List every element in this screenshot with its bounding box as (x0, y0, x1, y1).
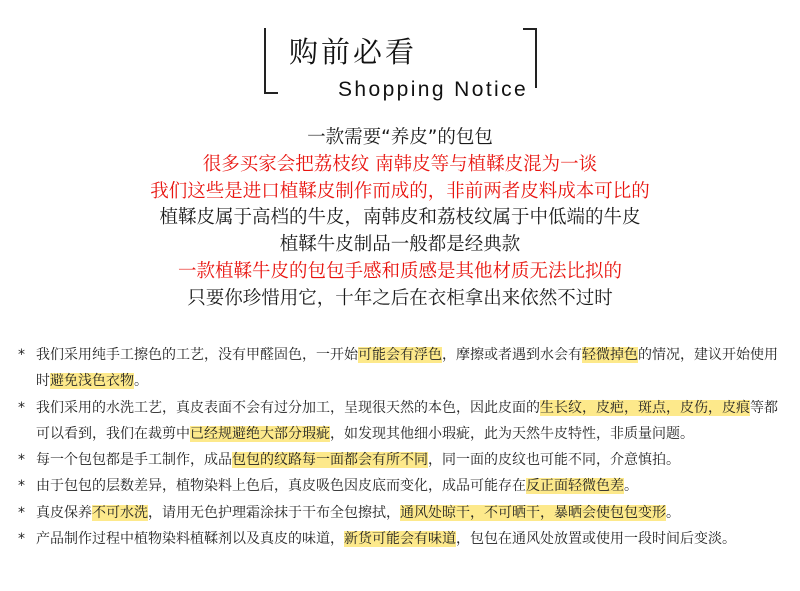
notice-text: 。 (134, 373, 148, 390)
notice-item (18, 500, 788, 526)
notice-text: ，请用无色护理霜涂抹于干布全包擦拭， (148, 504, 400, 521)
notice-text: 。 (666, 504, 680, 521)
page-title: 购前必看 (289, 35, 418, 69)
highlighted-text: 反正面轻微色差 (526, 478, 624, 495)
notice-text: 的情况，建议开始使用时 (36, 347, 778, 390)
bullet-star-icon: * (18, 504, 25, 521)
notice-text: 由于包包的层数差异，植物染料上色后，真皮吸色因皮底而变化，成品可能存在 (36, 478, 526, 495)
intro-line: 植鞣牛皮制品一般都是经典款 (279, 234, 521, 256)
notice-text: ，如发现其他细小瑕疵，此为天然牛皮特性，非质量问题。 (330, 425, 694, 442)
notice-item (18, 447, 788, 473)
notice-text: 。 (624, 478, 638, 495)
bullet-star-icon: * (18, 478, 25, 495)
highlighted-text: 可能会有浮色 (358, 347, 442, 363)
intro-line: 一款需要“养皮”的包包 (307, 127, 493, 148)
header (0, 0, 800, 115)
highlighted-text: 轻微掉色 (582, 347, 638, 363)
bullet-star-icon: * (18, 399, 25, 416)
page-subtitle: Shopping Notice (338, 78, 529, 101)
notice-text: 等都可以看到，我们在裁剪中 (36, 399, 778, 442)
highlighted-text: 新货可能会有味道 (344, 531, 456, 548)
notice-text: ，同一面的皮纹也可能不同，介意慎拍。 (428, 452, 680, 469)
intro-block (0, 125, 800, 313)
notice-text: 产品制作过程中植物染料植鞣剂以及真皮的味道， (36, 531, 344, 548)
notice-text: 我们采用纯手工擦色的工艺，没有甲醛固色，一开始 (36, 347, 358, 363)
notice-text: 每一个包包都是手工制作，成品 (36, 452, 232, 469)
highlighted-text: 包包的纹路每一面都会有所不同 (232, 452, 428, 469)
intro-line: 一款植鞣牛皮的包包手感和质感是其他材质无法比拟的 (177, 260, 622, 282)
notice-item (18, 473, 788, 499)
notice-list (18, 342, 788, 552)
highlighted-text: 生长纹，皮疤，斑点，皮伤，皮痕 (540, 399, 750, 416)
highlighted-text: 通风处晾干，不可晒干，暴晒会使包包变形 (400, 504, 666, 521)
intro-line: 很多买家会把荔枝纹 南韩皮等与植鞣皮混为一谈 (202, 153, 598, 175)
bullet-star-icon: * (18, 347, 25, 363)
notice-item (18, 342, 788, 395)
frame-bracket-left (264, 28, 278, 94)
intro-line: 我们这些是进口植鞣皮制作而成的，非前两者皮料成本可比的 (150, 180, 650, 202)
intro-line: 植鞣皮属于高档的牛皮，南韩皮和荔枝纹属于中低端的牛皮 (159, 207, 641, 229)
highlighted-text: 避免浅色衣物 (50, 373, 134, 390)
bullet-star-icon: * (18, 531, 25, 548)
bullet-star-icon: * (18, 452, 25, 469)
highlighted-text: 不可水洗 (92, 504, 148, 521)
highlighted-text: 已经规避绝大部分瑕疵 (190, 425, 330, 442)
notice-item (18, 526, 788, 552)
notice-text: 真皮保养 (36, 504, 92, 521)
notice-item (18, 395, 788, 448)
notice-text: 我们采用的水洗工艺，真皮表面不会有过分加工，呈现很天然的本色，因此皮面的 (36, 399, 540, 416)
notice-text: ，摩擦或者遇到水会有 (442, 347, 582, 363)
intro-line: 只要你珍惜用它，十年之后在衣柜拿出来依然不过时 (187, 287, 613, 309)
notice-text: ，包包在通风处放置或使用一段时间后变淡。 (456, 531, 736, 548)
